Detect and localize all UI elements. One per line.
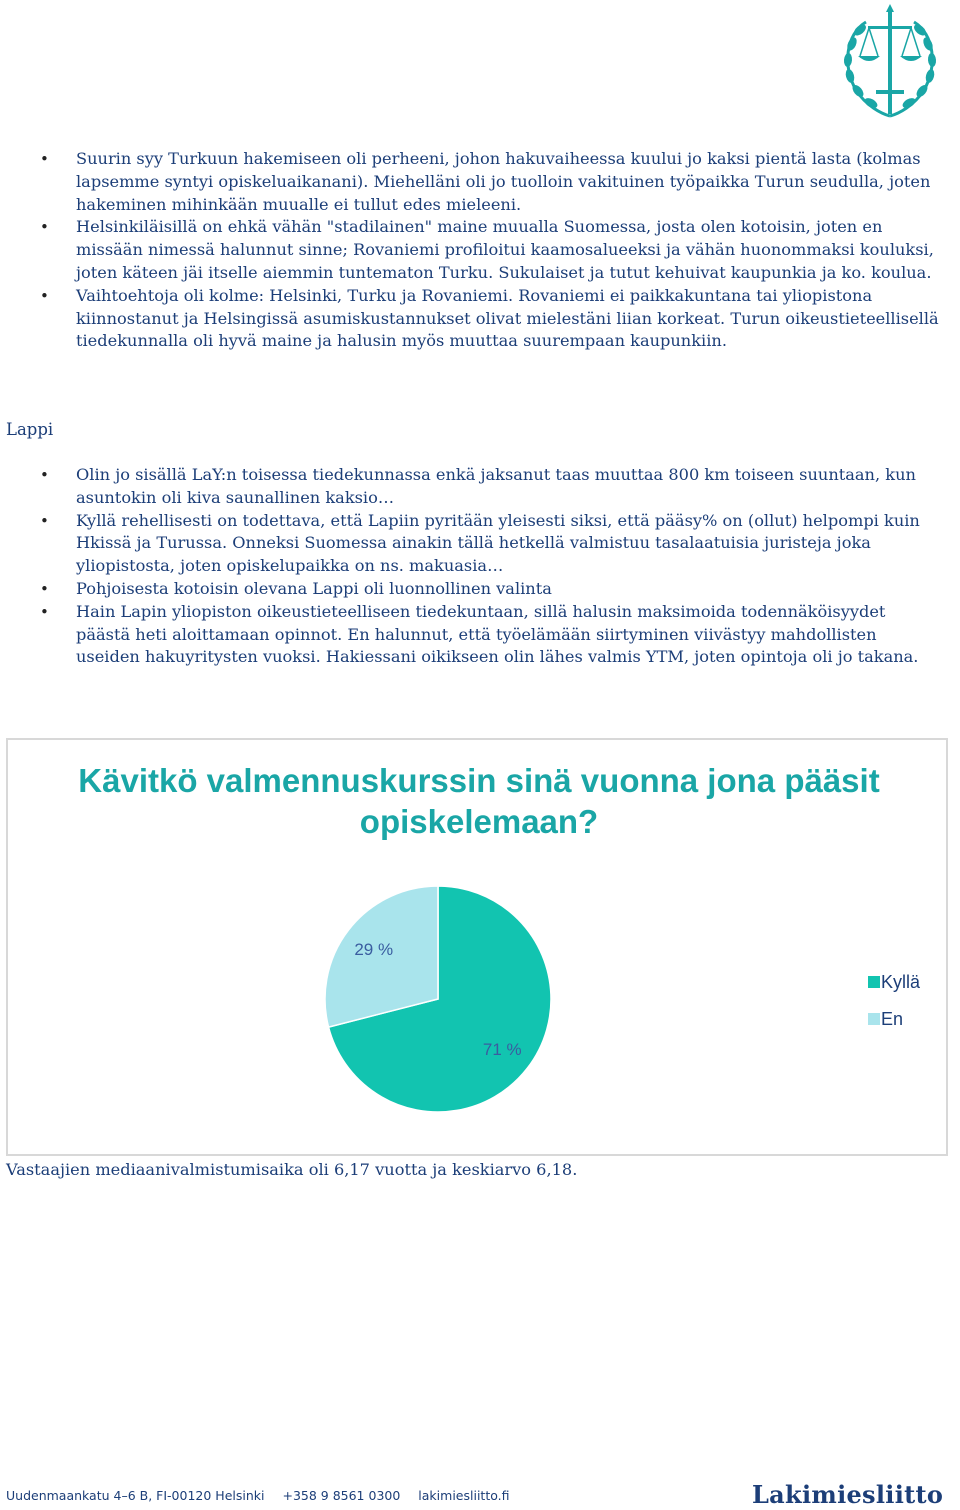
chart-caption: Vastaajien mediaanivalmistumisaika oli 6,17 vuotta ja keskiarvo 6,18. — [6, 1160, 578, 1179]
turku-response-list — [0, 148, 960, 353]
list-item: • Hain Lapin yliopiston oikeustieteelliseen tiedekuntaan, sillä halusin maksimoida todennäköisyydet päästä heti aloittamaan opinnot. En halunnut, että työelämään siirtyminen viivästyy mahdollisten useiden hakuyritysten vuoksi. Hakiessani oikikseen olin lähes valmis YTM, joten opintoja oli jo takana. — [0, 601, 960, 669]
legend-label-kyllä: Kyllä — [881, 972, 921, 992]
list-item: • Kyllä rehellisesti on todettava, että Lapiin pyritään yleisesti siksi, että pääsy% on (ollut) helpompi kuin Hkissä ja Turussa. Onneksi Suomessa ainakin tällä hetkellä valmistuu tasalaatuisia juristeja joka yliopistosta, joten opiskelupaikka on ns. makuasia… — [0, 510, 960, 578]
lappi-response-list — [0, 464, 960, 669]
lakimiesliitto-logo-icon — [838, 4, 942, 126]
footer-contact — [6, 1488, 524, 1503]
list-item: • Suurin syy Turkuun hakemiseen oli perheeni, johon hakuvaiheessa kuului jo kaksi pientä lasta (kolmas lapsemme syntyi opiskeluaikanani). Miehelläni oli jo tuolloin vakituinen työpaikka Turun seudulla, joten hakeminen mihinkään muualle ei tullut edes mieleeni. — [0, 148, 960, 216]
legend-swatch-kyllä — [868, 976, 880, 988]
pie-chart — [8, 740, 950, 1158]
chart-title: Kävitkö valmennuskurssin sinä vuonna jona pääsit opiskelemaan? — [78, 762, 880, 840]
list-item: • Vaihtoehtoja oli kolme: Helsinki, Turku ja Rovaniemi. Rovaniemi ei paikkakuntana tai yliopistona kiinnostanut ja Helsingissä asumiskustannukset olivat mielestäni liian korkeat. Turun oikeustieteellisellä tiedekunnalla oli hyvä maine ja halusin myös muuttaa suurempaan kaupunkiin. — [0, 285, 960, 353]
footer-brand: Lakimiesliitto — [752, 1480, 944, 1509]
list-item: • Pohjoisesta kotoisin olevana Lappi oli luonnollinen valinta — [0, 578, 960, 601]
footer-phone: +358 9 8561 0300 — [282, 1488, 401, 1503]
chart-panel — [6, 738, 948, 1156]
legend-label-en: En — [881, 1009, 904, 1029]
legend-swatch-en — [868, 1013, 880, 1025]
pie-value-label: 71 % — [482, 1039, 522, 1059]
pie-value-label: 29 % — [354, 940, 394, 960]
section-heading-lappi: Lappi — [6, 420, 54, 439]
footer-address: Uudenmaankatu 4–6 B, FI-00120 Helsinki — [6, 1488, 265, 1503]
list-item: • Helsinkiläisillä on ehkä vähän "stadilainen" maine muualla Suomessa, josta olen kotoisin, joten en missään nimessä halunnut sinne; Rovaniemi profiloitui kaamosalueeksi ja vähän huonommaksi kouluksi, joten käteen jäi itselle aiemmin tuntematon Turku. Sukulaiset ja tutut kehuivat kaupunkia ja ko. koulua. — [0, 216, 960, 284]
list-item: • Olin jo sisällä LaY:n toisessa tiedekunnassa enkä jaksanut taas muuttaa 800 km toiseen suuntaan, kun asuntokin oli kiva saunallinen kaksio… — [0, 464, 960, 510]
footer-website[interactable]: lakimiesliitto.fi — [418, 1488, 510, 1503]
